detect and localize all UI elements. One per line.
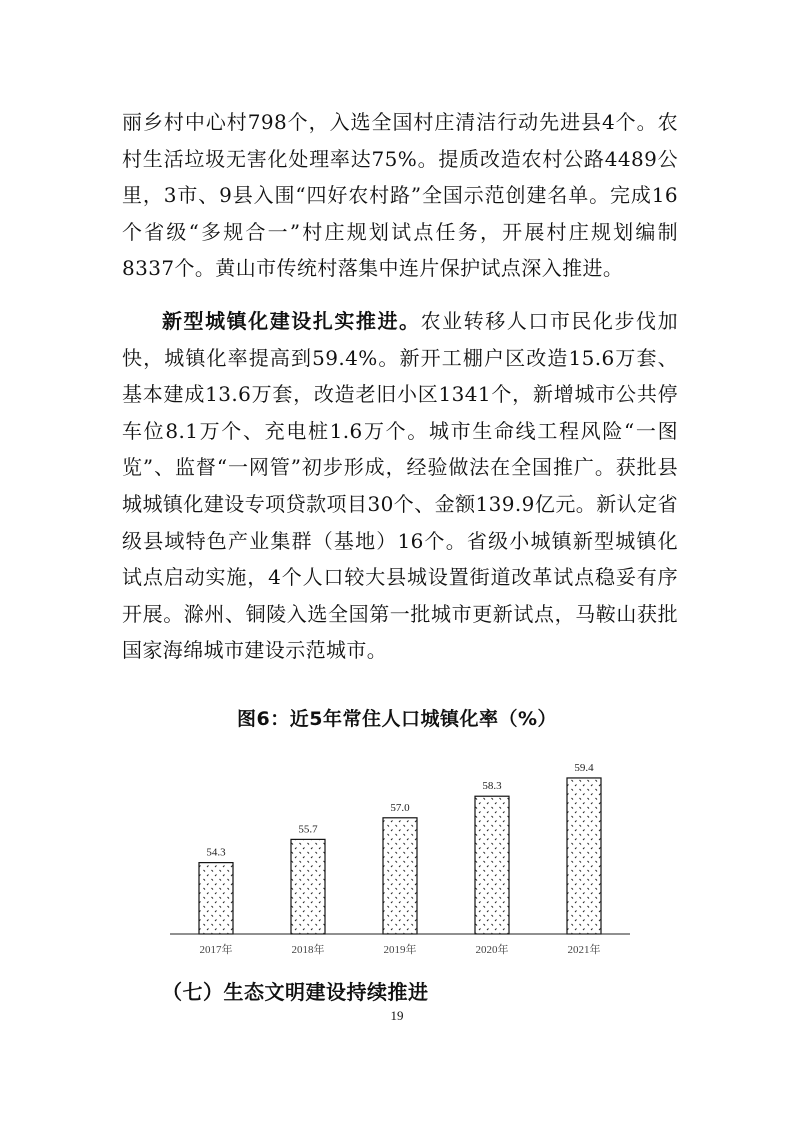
- x-tick-label-1: 2018年: [291, 944, 325, 956]
- paragraph-text: 农业转移人口市民化步伐加快，城镇化率提高到59.4%。新开工棚户区改造15.6万套、基本建成13.6万套，改造老旧小区1341个，新增城市公共停车位8.1万个、充电桩1.6万个。城市生命线工程风险“一图览”、监督“一网管”初步形成，经验做法在全国推广。获批县城城镇化建设专项贷款项目30个、金额139.9亿元。新认定省级县域特色产业集群（基地）16个。省级小城镇新型城镇化试点启动实施，4个人口较大县城设置街道改革试点稳妥有序开展。滁州、铜陵入选全国第一批城市更新试点，马鞍山获批国家海绵城市建设示范城市。: [122, 309, 678, 663]
- bar-3: [475, 796, 509, 934]
- x-tick-label-0: 2017年: [199, 944, 233, 956]
- x-tick-label-3: 2020年: [475, 944, 509, 956]
- paragraph-text: 丽乡村中心村798个，入选全国村庄清洁行动先进县4个。农村生活垃圾无害化处理率达75%。提质改造农村公路4489公里，3市、9县入围“四好农村路”全国示范创建名单。完成16个省级“多规合一”村庄规划试点任务，开展村庄规划编制8337个。黄山市传统村落集中连片保护试点深入推进。: [122, 110, 678, 281]
- data-label-1: 55.7: [298, 823, 318, 836]
- paragraph-rural-revitalization: [122, 104, 678, 287]
- data-label-3: 58.3: [482, 780, 502, 793]
- data-label-2: 57.0: [390, 801, 410, 814]
- paragraph-lead: 新型城镇化建设扎实推进。: [162, 309, 421, 333]
- paragraph-urbanization: [122, 303, 678, 669]
- section-heading: （七）生态文明建设持续推进: [162, 980, 429, 1004]
- x-tick-label-2: 2019年: [383, 944, 417, 956]
- bar-2: [383, 818, 417, 934]
- data-label-4: 59.4: [574, 761, 594, 774]
- figure-title: 图6：近5年常住人口城镇化率（%）: [237, 708, 557, 730]
- urbanization-bar-chart: [170, 742, 630, 964]
- page-number: 19: [390, 1008, 404, 1023]
- bar-1: [291, 839, 325, 934]
- bar-4: [567, 778, 601, 934]
- data-label-0: 54.3: [206, 846, 226, 859]
- x-tick-label-4: 2021年: [567, 944, 601, 956]
- bar-0: [199, 863, 233, 934]
